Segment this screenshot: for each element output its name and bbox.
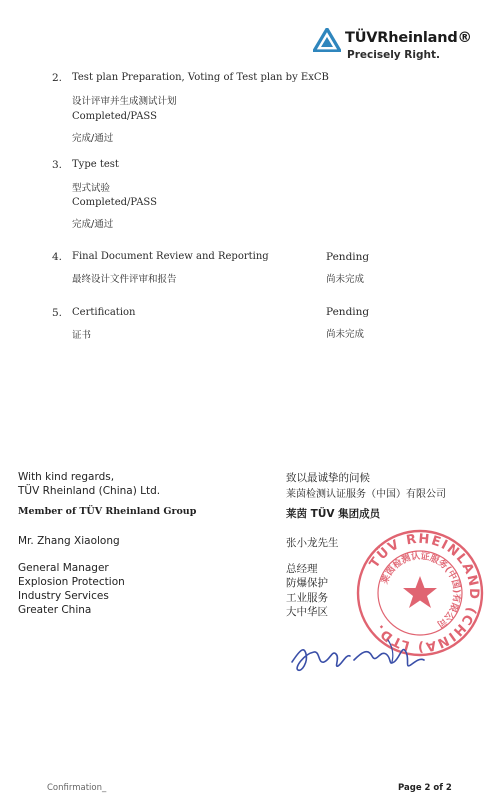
- role-line-cn: 防爆保护: [286, 577, 328, 589]
- member-line: Member of TÜV Rheinland Group: [18, 506, 197, 517]
- item-status: Pending: [326, 251, 370, 263]
- brand-name: TÜVRheinland®: [345, 30, 472, 46]
- item-title: Type test: [72, 159, 119, 170]
- item-title: Test plan Preparation, Voting of Test plan by ExCB: [72, 72, 329, 83]
- role-line-cn: 总经理: [286, 563, 318, 575]
- role-line-cn: 大中华区: [286, 606, 328, 618]
- page-number: Page 2 of 2: [398, 783, 452, 793]
- signatory-name: Mr. Zhang Xiaolong: [18, 535, 120, 547]
- signatory-name-cn: 张小龙先生: [286, 537, 339, 549]
- company-name: TÜV Rheinland (China) Ltd.: [18, 485, 161, 497]
- stamp-text: TÜV RHEINLAND (CHINA) LTD.: [366, 531, 482, 655]
- role-line: Explosion Protection: [18, 576, 125, 588]
- stamp-text-cn: 莱茵检测认证服务(中国)有限公司: [380, 551, 462, 629]
- item-title: Certification: [72, 307, 136, 318]
- item-status-cn: 完成/通过: [72, 133, 114, 144]
- role-line: Industry Services: [18, 590, 109, 602]
- item-status-cn: 尚未完成: [326, 329, 365, 340]
- item-title-cn: 最终设计文件评审和报告: [72, 274, 177, 285]
- role-line: General Manager: [18, 562, 109, 574]
- tuv-logo: [313, 26, 473, 68]
- item-status-cn: 尚未完成: [326, 274, 365, 285]
- item-title-cn: 证书: [72, 330, 92, 341]
- item-title: Final Document Review and Reporting: [72, 251, 269, 262]
- company-name-cn: 莱茵检测认证服务（中国）有限公司: [286, 489, 446, 500]
- triangle-logo-icon: [313, 28, 341, 52]
- role-line: Greater China: [18, 604, 92, 616]
- item-status-cn: 完成/通过: [72, 219, 114, 230]
- handwritten-signature: [288, 632, 428, 678]
- role-line-cn: 工业服务: [286, 592, 328, 604]
- item-number: 2.: [52, 72, 63, 84]
- regards: With kind regards,: [18, 471, 115, 483]
- item-status: Completed/PASS: [72, 111, 157, 122]
- member-line-cn: 莱茵 TÜV 集团成员: [286, 508, 381, 520]
- item-title-cn: 设计评审并生成测试计划: [72, 96, 177, 107]
- item-number: 5.: [52, 307, 63, 319]
- item-status: Completed/PASS: [72, 197, 157, 208]
- item-status: Pending: [326, 306, 370, 318]
- item-number: 3.: [52, 159, 63, 171]
- footer-reference: Confirmation_: [47, 783, 107, 793]
- item-title-cn: 型式试验: [72, 183, 111, 194]
- item-number: 4.: [52, 251, 63, 263]
- regards-cn: 致以最诚挚的问候: [286, 472, 370, 484]
- tagline: Precisely Right.: [347, 49, 440, 61]
- stamp-star-icon: [403, 576, 437, 608]
